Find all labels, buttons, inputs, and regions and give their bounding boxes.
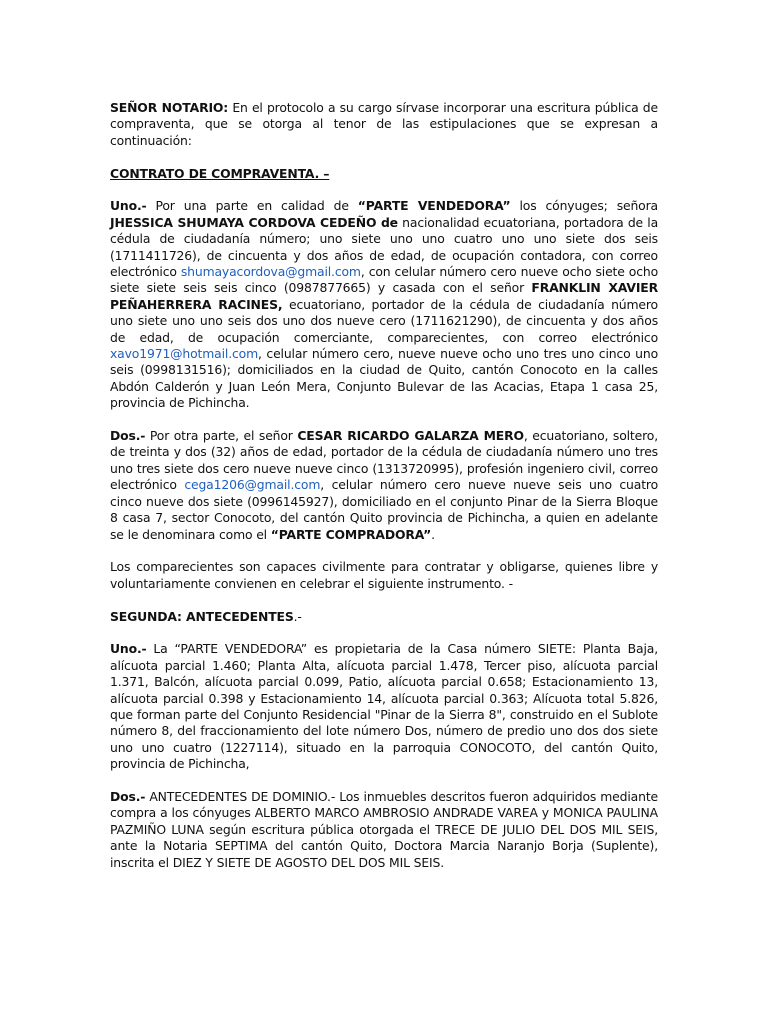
property-paragraph bbox=[110, 641, 658, 772]
seller-email-1-link[interactable]: shumayacordova@gmail.com bbox=[180, 264, 361, 280]
contract-heading bbox=[110, 166, 658, 182]
buyer-party-label: “PARTE COMPRADORA” bbox=[270, 526, 432, 542]
buyer-text-2: , ecuatoriano, soltero, de treinta y dos (32) años de edad, portador de la cédula de ciudadanía número uno tres uno tres siete dos cero nueve nueve cinco (1313720995), profesión ingeniero civil, correo electrónico bbox=[110, 428, 658, 493]
buyer-text-1: Por otra parte, el señor bbox=[145, 428, 298, 444]
buyer-paragraph bbox=[110, 428, 658, 543]
buyer-name: CESAR RICARDO GALARZA MERO bbox=[297, 428, 524, 444]
seller-name-2: FRANKLIN XAVIER PEÑAHERRERA RACINES, bbox=[110, 280, 658, 312]
capacity-paragraph: Los comparecientes son capaces civilmente para contratar y obligarse, quienes libre y voluntariamente convienen en celebrar el siguiente instrumento. - bbox=[110, 559, 658, 591]
seller-lead: Uno.- bbox=[110, 198, 147, 214]
buyer-text-3: , celular número cero nueve nueve seis uno cuatro cinco nueve dos siete (0996145927), domiciliado en el conjunto Pinar de la Sierra Bloque 8 casa 7, sector Conocoto, del cantón Quito provincia de Pichincha, a quien en adelante se le denominara como el bbox=[110, 477, 659, 542]
buyer-email-link[interactable]: cega1206@gmail.com bbox=[184, 477, 321, 493]
contract-heading-text: CONTRATO DE COMPRAVENTA. – bbox=[110, 165, 330, 181]
ownership-history-paragraph bbox=[110, 789, 658, 871]
buyer-text-4: . bbox=[431, 526, 435, 542]
second-clause-heading bbox=[110, 609, 658, 625]
second-clause-heading-bold: SEGUNDA: ANTECEDENTES bbox=[110, 608, 294, 624]
ownership-text: ANTECEDENTES DE DOMINIO.- Los inmuebles descritos fueron adquiridos mediante compra a los cónyuges ALBERTO MARCO AMBROSIO ANDRADE VAREA y MONICA PAULINA PAZMIÑO LUNA según escritura pública otorgada el TRECE DE JULIO DEL DOS MIL SEIS, ante la Notaria SEPTIMA del cantón Quito, Doctora Marcia Naranjo Borja (Suplente), inscrita el DIEZ Y SIETE DE AGOSTO DEL DOS MIL SEIS. bbox=[110, 788, 658, 870]
seller-text-2: los cónyuges; señora bbox=[510, 198, 659, 214]
document-body bbox=[110, 100, 658, 871]
ownership-lead: Dos.- bbox=[110, 788, 146, 804]
second-clause-heading-rest: .- bbox=[293, 608, 302, 624]
buyer-lead: Dos.- bbox=[110, 428, 146, 444]
seller-text-4: , con celular número cero nueve ocho siete ocho siete siete seis seis cinco (0987877665) y casada con el señor bbox=[110, 264, 659, 296]
intro-lead: SEÑOR NOTARIO: bbox=[110, 100, 229, 115]
seller-text-3: nacionalidad ecuatoriana, portadora de la cédula de ciudadanía número; uno siete uno uno cuatro uno uno siete dos seis (1711411726), de cincuenta y dos años de edad, de ocupación contadora, con correo electrónico bbox=[110, 214, 659, 280]
seller-text-1: Por una parte en calidad de bbox=[146, 198, 358, 214]
seller-name-1: JHESSICA SHUMAYA CORDOVA CEDEÑO de bbox=[110, 214, 398, 230]
property-text: La “PARTE VENDEDORA” es propietaria de la Casa número SIETE: Planta Baja, alícuota parcial 1.460; Planta Alta, alícuota parcial 1.478, Tercer piso, alícuota parcial 1.371, Balcón, alícuota parcial 0.099, Patio, alícuota parcial 0.658; Estacionamiento 13, alícuota parcial 0.398 y Estacionamiento 14, alícuota parcial 0.363; Alícuota total 5.826, que forman parte del Conjunto Residencial "Pinar de la Sierra 8", construido en el Sublote número 8, del fraccionamiento del lote número Dos, número de predio uno dos dos siete uno uno cuatro (1227114), situado en la parroquia CONOCOTO, del cantón Quito, provincia de Pichincha, bbox=[110, 641, 658, 772]
property-lead: Uno.- bbox=[110, 641, 147, 657]
intro-text: En el protocolo a su cargo sírvase incorporar una escritura pública de compraventa, que se otorga al tenor de las estipulaciones que se expresan a continuación: bbox=[110, 100, 658, 148]
seller-paragraph bbox=[110, 198, 658, 411]
intro-paragraph bbox=[110, 100, 658, 149]
seller-text-5: ecuatoriano, portador de la cédula de ciudadanía número uno siete uno uno seis dos uno dos nueve cero (1711621290), de cincuenta y dos años de edad, de ocupación comerciante, comparecientes, con correo electrónico bbox=[110, 296, 658, 345]
seller-text-6: , celular número cero, nueve nueve ocho uno tres uno cinco uno seis (0998131516); domiciliados en la ciudad de Quito, cantón Conocoto en la calles Abdón Calderón y Juan León Mera, Conjunto Bulevar de las Acacias, Etapa 1 casa 25, provincia de Pichincha. bbox=[110, 346, 658, 411]
seller-email-2-link[interactable]: xavo1971@hotmail.com bbox=[110, 346, 259, 362]
seller-party-label: “PARTE VENDEDORA” bbox=[357, 198, 511, 214]
